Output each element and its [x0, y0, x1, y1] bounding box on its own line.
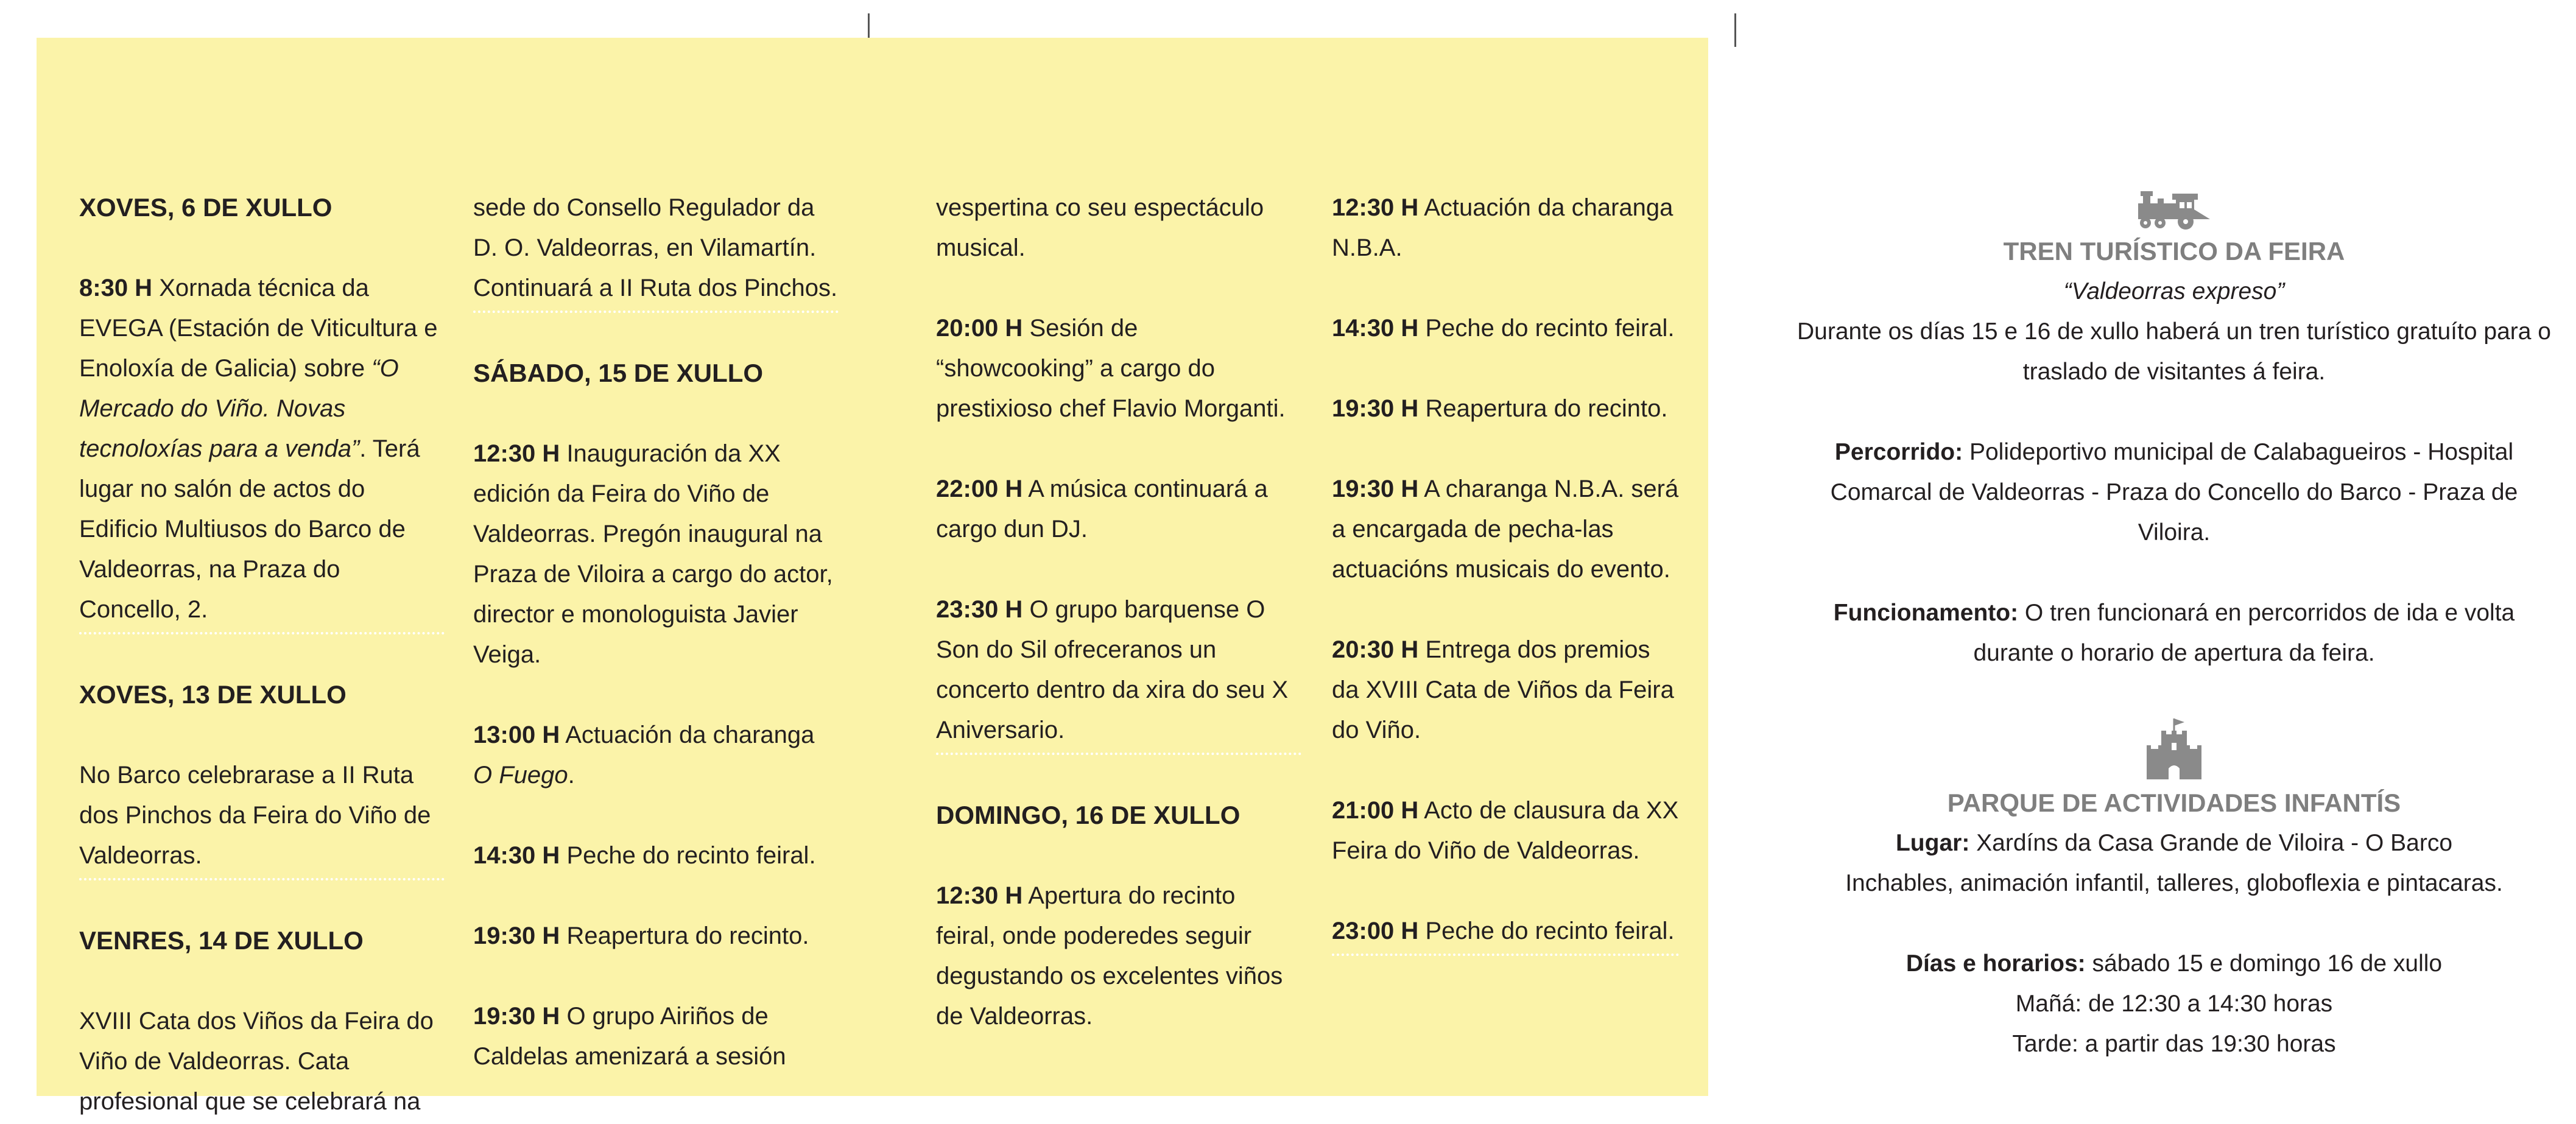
train-icon-wrap — [1797, 183, 2552, 231]
fold-mark-right — [1734, 13, 1736, 47]
event-text: Xornada técnica da EVEGA (Estación de Viticultura e Enoloxía de Galicia) sobre — [79, 275, 438, 382]
event-item — [473, 916, 839, 956]
kids-place — [1797, 823, 2552, 863]
event-item — [79, 1001, 445, 1122]
train-operation-text: O tren funcionará en percorridos de ida e volta durante o horario de apertura da feira. — [1973, 600, 2515, 666]
event-time: 23:00 H — [1332, 918, 1419, 944]
event-item — [936, 469, 1301, 549]
train-section-title: TREN TURÍSTICO DA FEIRA — [2003, 237, 2345, 265]
event-text: Peche do recinto feiral. — [1425, 918, 1675, 944]
event-time: 22:00 H — [936, 476, 1023, 502]
event-text: Reapertura do recinto. — [566, 922, 809, 949]
event-text: . Terá lugar no salón de actos do Edificio Multiusos do Barco de Valdeorras, na Praza do Concello, 2. — [79, 435, 420, 623]
program-column-3 — [936, 188, 1301, 1036]
event-time: 19:30 H — [1332, 476, 1419, 502]
event-text: Acto de clausura da XX Feira do Viño de Valdeorras. — [1332, 797, 1679, 864]
event-time: 8:30 H — [79, 275, 153, 301]
kids-section-title: PARQUE DE ACTIVIDADES INFANTÍS — [1947, 789, 2401, 817]
day-heading: SÁBADO, 15 DE XULLO — [473, 359, 764, 387]
event-time: 19:30 H — [473, 922, 560, 949]
event-text: Peche do recinto feiral. — [1425, 315, 1675, 342]
program-column-4 — [1332, 188, 1679, 956]
train-route — [1797, 432, 2552, 553]
event-time: 21:00 H — [1332, 797, 1419, 824]
kids-schedule-label: Días e horarios: — [1906, 950, 2086, 977]
event-text: O grupo Airiños de Caldelas amenizará a sesión — [473, 1003, 786, 1070]
train-route-label: Percorrido: — [1834, 439, 1963, 465]
event-text: Actuación da charanga N.B.A. — [1332, 194, 1673, 261]
day-heading: XOVES, 6 DE XULLO — [79, 193, 333, 222]
event-text: O grupo barquense O Son do Sil ofreceranos un concerto dentro da xira do seu X Aniversario. — [936, 596, 1289, 743]
train-operation-label: Funcionamento: — [1833, 600, 2019, 626]
event-item — [1332, 388, 1679, 429]
event-title-italic: O Fuego — [473, 762, 568, 789]
event-text: A charanga N.B.A. será a encargada de pecha-las actuacións musicais do evento. — [1332, 476, 1679, 583]
program-column-2 — [473, 188, 839, 1077]
event-item — [1332, 630, 1679, 750]
train-route-text: Polideportivo municipal de Calabagueiros - Hospital Comarcal de Valdeorras - Praza do Concello do Barco - Praza de Viloira. — [1830, 439, 2518, 546]
train-icon — [2134, 183, 2214, 231]
event-item — [473, 434, 839, 675]
event-text: Reapertura do recinto. — [1425, 395, 1668, 422]
kids-schedule — [1797, 944, 2552, 984]
event-item — [473, 715, 839, 795]
event-text: XVIII Cata dos Viños da Feira do Viño de Valdeorras. Cata profesional que se celebrará na — [79, 1008, 434, 1115]
program-column-1 — [79, 188, 445, 1122]
event-time: 14:30 H — [1332, 315, 1419, 342]
event-item — [79, 755, 445, 880]
kids-morning-hours: Mañá: de 12:30 a 14:30 horas — [2015, 991, 2333, 1017]
event-title-italic: “O Mercado do Viño. Novas tecnoloxías para a venda” — [79, 355, 399, 462]
event-text: . — [568, 762, 575, 789]
day-heading: DOMINGO, 16 DE XULLO — [936, 801, 1240, 829]
event-text: Entrega dos premios da XVIII Cata de Viños da Feira do Viño. — [1332, 636, 1674, 743]
day-heading: VENRES, 14 DE XULLO — [79, 926, 364, 955]
kids-place-text: Xardíns da Casa Grande de Viloira - O Barco — [1976, 830, 2453, 856]
event-item — [1332, 469, 1679, 589]
event-text: Actuación da charanga — [565, 722, 815, 748]
kids-schedule-text: sábado 15 e domingo 16 de xullo — [2092, 950, 2443, 977]
info-panel — [1797, 183, 2552, 1064]
event-text: sede do Consello Regulador da D. O. Valdeorras, en Vilamartín. Continuará a II Ruta dos Pinchos. — [473, 194, 838, 301]
event-item — [936, 589, 1301, 755]
train-description: Durante os días 15 e 16 de xullo haberá un tren turístico gratuíto para o traslado de visitantes á feira. — [1797, 318, 2551, 385]
event-text: Sesión de “showcooking” a cargo do prestixioso chef Flavio Morganti. — [936, 315, 1286, 422]
event-time: 19:30 H — [473, 1003, 560, 1030]
event-time: 12:30 H — [1332, 194, 1419, 221]
event-text: vespertina co seu espectáculo musical. — [936, 194, 1264, 261]
day-heading: XOVES, 13 DE XULLO — [79, 680, 347, 709]
kids-afternoon-hours: Tarde: a partir das 19:30 horas — [2012, 1031, 2336, 1057]
event-item — [473, 188, 839, 313]
event-time: 12:30 H — [473, 440, 560, 467]
event-time: 19:30 H — [1332, 395, 1419, 422]
event-text: A música continuará a cargo dun DJ. — [936, 476, 1268, 543]
kids-place-label: Lugar: — [1895, 830, 1970, 856]
event-text: Peche do recinto feiral. — [566, 842, 816, 869]
event-item — [936, 188, 1301, 268]
event-text: Apertura do recinto feiral, onde poderedes seguir degustando os excelentes viños de Valdeorras. — [936, 882, 1283, 1030]
event-item — [473, 835, 839, 876]
event-time: 14:30 H — [473, 842, 560, 869]
event-item — [79, 268, 445, 634]
event-item — [936, 876, 1301, 1036]
event-time: 20:30 H — [1332, 636, 1419, 663]
event-time: 13:00 H — [473, 722, 560, 748]
event-text: No Barco celebrarase a II Ruta dos Pinchos da Feira do Viño de Valdeorras. — [79, 762, 431, 869]
castle-icon — [2141, 716, 2208, 783]
kids-activities: Inchables, animación infantil, talleres, globoflexia e pintacaras. — [1845, 870, 2503, 896]
event-item — [936, 308, 1301, 429]
event-text: Inauguración da XX edición da Feira do Viño de Valdeorras. Pregón inaugural na Praza de Viloira a cargo do actor, director e monologuista Javier Veiga. — [473, 440, 833, 668]
event-time: 20:00 H — [936, 315, 1023, 342]
event-item — [1332, 188, 1679, 268]
event-item — [473, 996, 839, 1077]
event-time: 23:30 H — [936, 596, 1023, 623]
event-item — [1332, 308, 1679, 348]
train-operation — [1797, 593, 2552, 673]
train-subtitle: “Valdeorras expreso” — [2063, 278, 2285, 304]
event-item — [1332, 911, 1679, 956]
castle-icon-wrap — [1797, 716, 2552, 783]
event-item — [1332, 790, 1679, 871]
event-time: 12:30 H — [936, 882, 1023, 909]
